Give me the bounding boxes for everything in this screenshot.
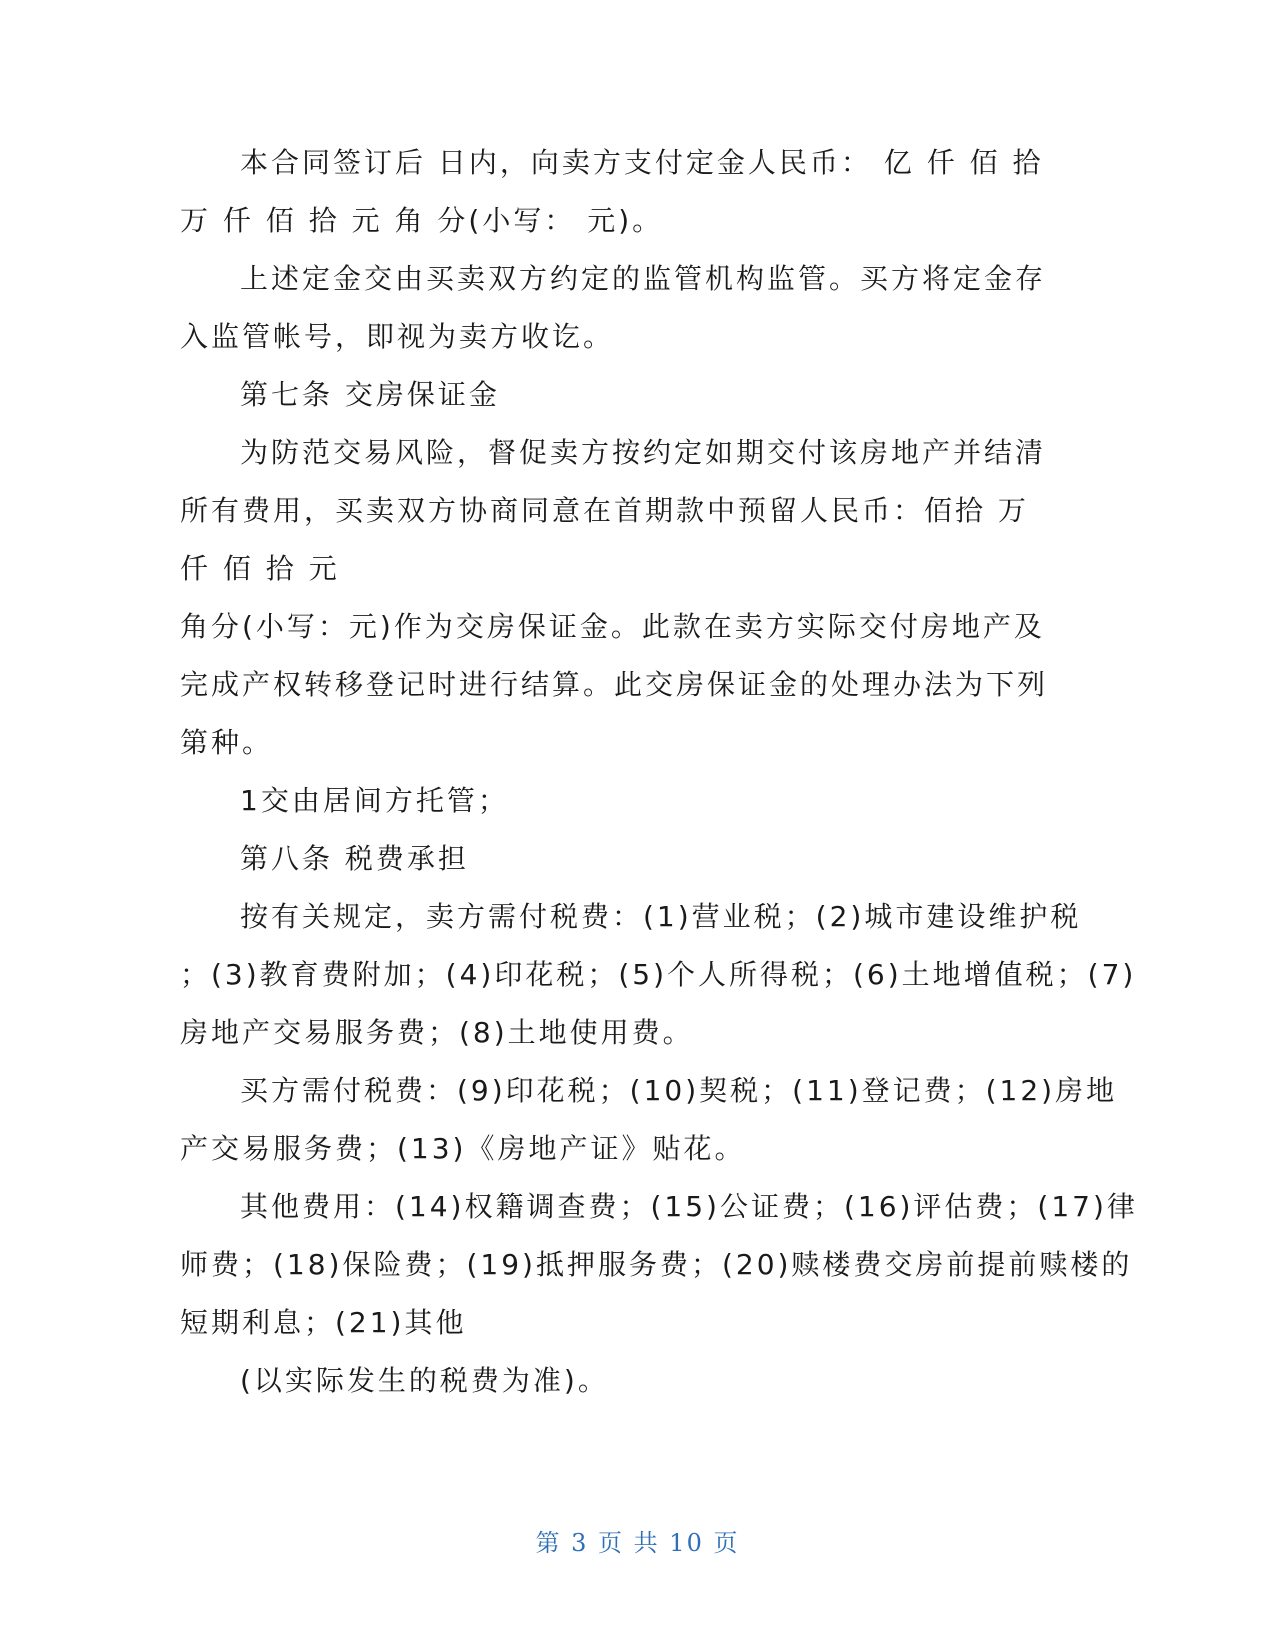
paragraph-line-19: 其他费用：(14)权籍调查费；(15)公证费；(16)评估费；(17)律	[240, 1190, 1138, 1223]
paragraph-line-20: 师费；(18)保险费；(19)抵押服务费；(20)赎楼费交房前提前赎楼的	[180, 1248, 1133, 1281]
paragraph-line-10: 完成产权转移登记时进行结算。此交房保证金的处理办法为下列	[180, 668, 1049, 701]
paragraph-line-18: 产交易服务费；(13)《房地产证》贴花。	[180, 1132, 746, 1165]
paragraph-line-4: 入监管帐号，即视为卖方收讫。	[180, 320, 615, 353]
section-heading-7: 第七条 交房保证金	[240, 378, 500, 411]
paragraph-line-22: (以实际发生的税费为准)。	[240, 1364, 609, 1397]
paragraph-line-2: 万 仟 佰 拾 元 角 分(小写： 元)。	[180, 204, 664, 237]
paragraph-line-12: 1交由居间方托管；	[240, 784, 509, 817]
paragraph-line-21: 短期利息；(21)其他	[180, 1306, 467, 1339]
paragraph-line-11: 第种。	[180, 726, 274, 759]
paragraph-line-6: 为防范交易风险，督促卖方按约定如期交付该房地产并结清	[240, 436, 1047, 469]
paragraph-line-1: 本合同签订后 日内，向卖方支付定金人民币： 亿 仟 佰 拾	[240, 146, 1044, 179]
paragraph-line-15: ；(3)教育费附加；(4)印花税；(5)个人所得税；(6)土地增值税；(7)	[180, 958, 1137, 991]
paragraph-line-14: 按有关规定，卖方需付税费：(1)营业税；(2)城市建设维护税	[240, 900, 1082, 933]
paragraph-line-3: 上述定金交由买卖双方约定的监管机构监管。买方将定金存	[240, 262, 1047, 295]
section-heading-8: 第八条 税费承担	[240, 842, 469, 875]
page-number-footer: 第 3 页 共 10 页	[535, 1529, 740, 1557]
paragraph-line-8: 仟 佰 拾 元	[180, 552, 340, 585]
paragraph-line-16: 房地产交易服务费；(8)土地使用费。	[180, 1016, 694, 1049]
paragraph-line-7: 所有费用，买卖双方协商同意在首期款中预留人民币：佰拾 万	[180, 494, 1029, 527]
paragraph-line-17: 买方需付税费：(9)印花税；(10)契税；(11)登记费；(12)房地	[240, 1074, 1118, 1107]
paragraph-line-9: 角分(小写：元)作为交房保证金。此款在卖方实际交付房地产及	[180, 610, 1045, 643]
